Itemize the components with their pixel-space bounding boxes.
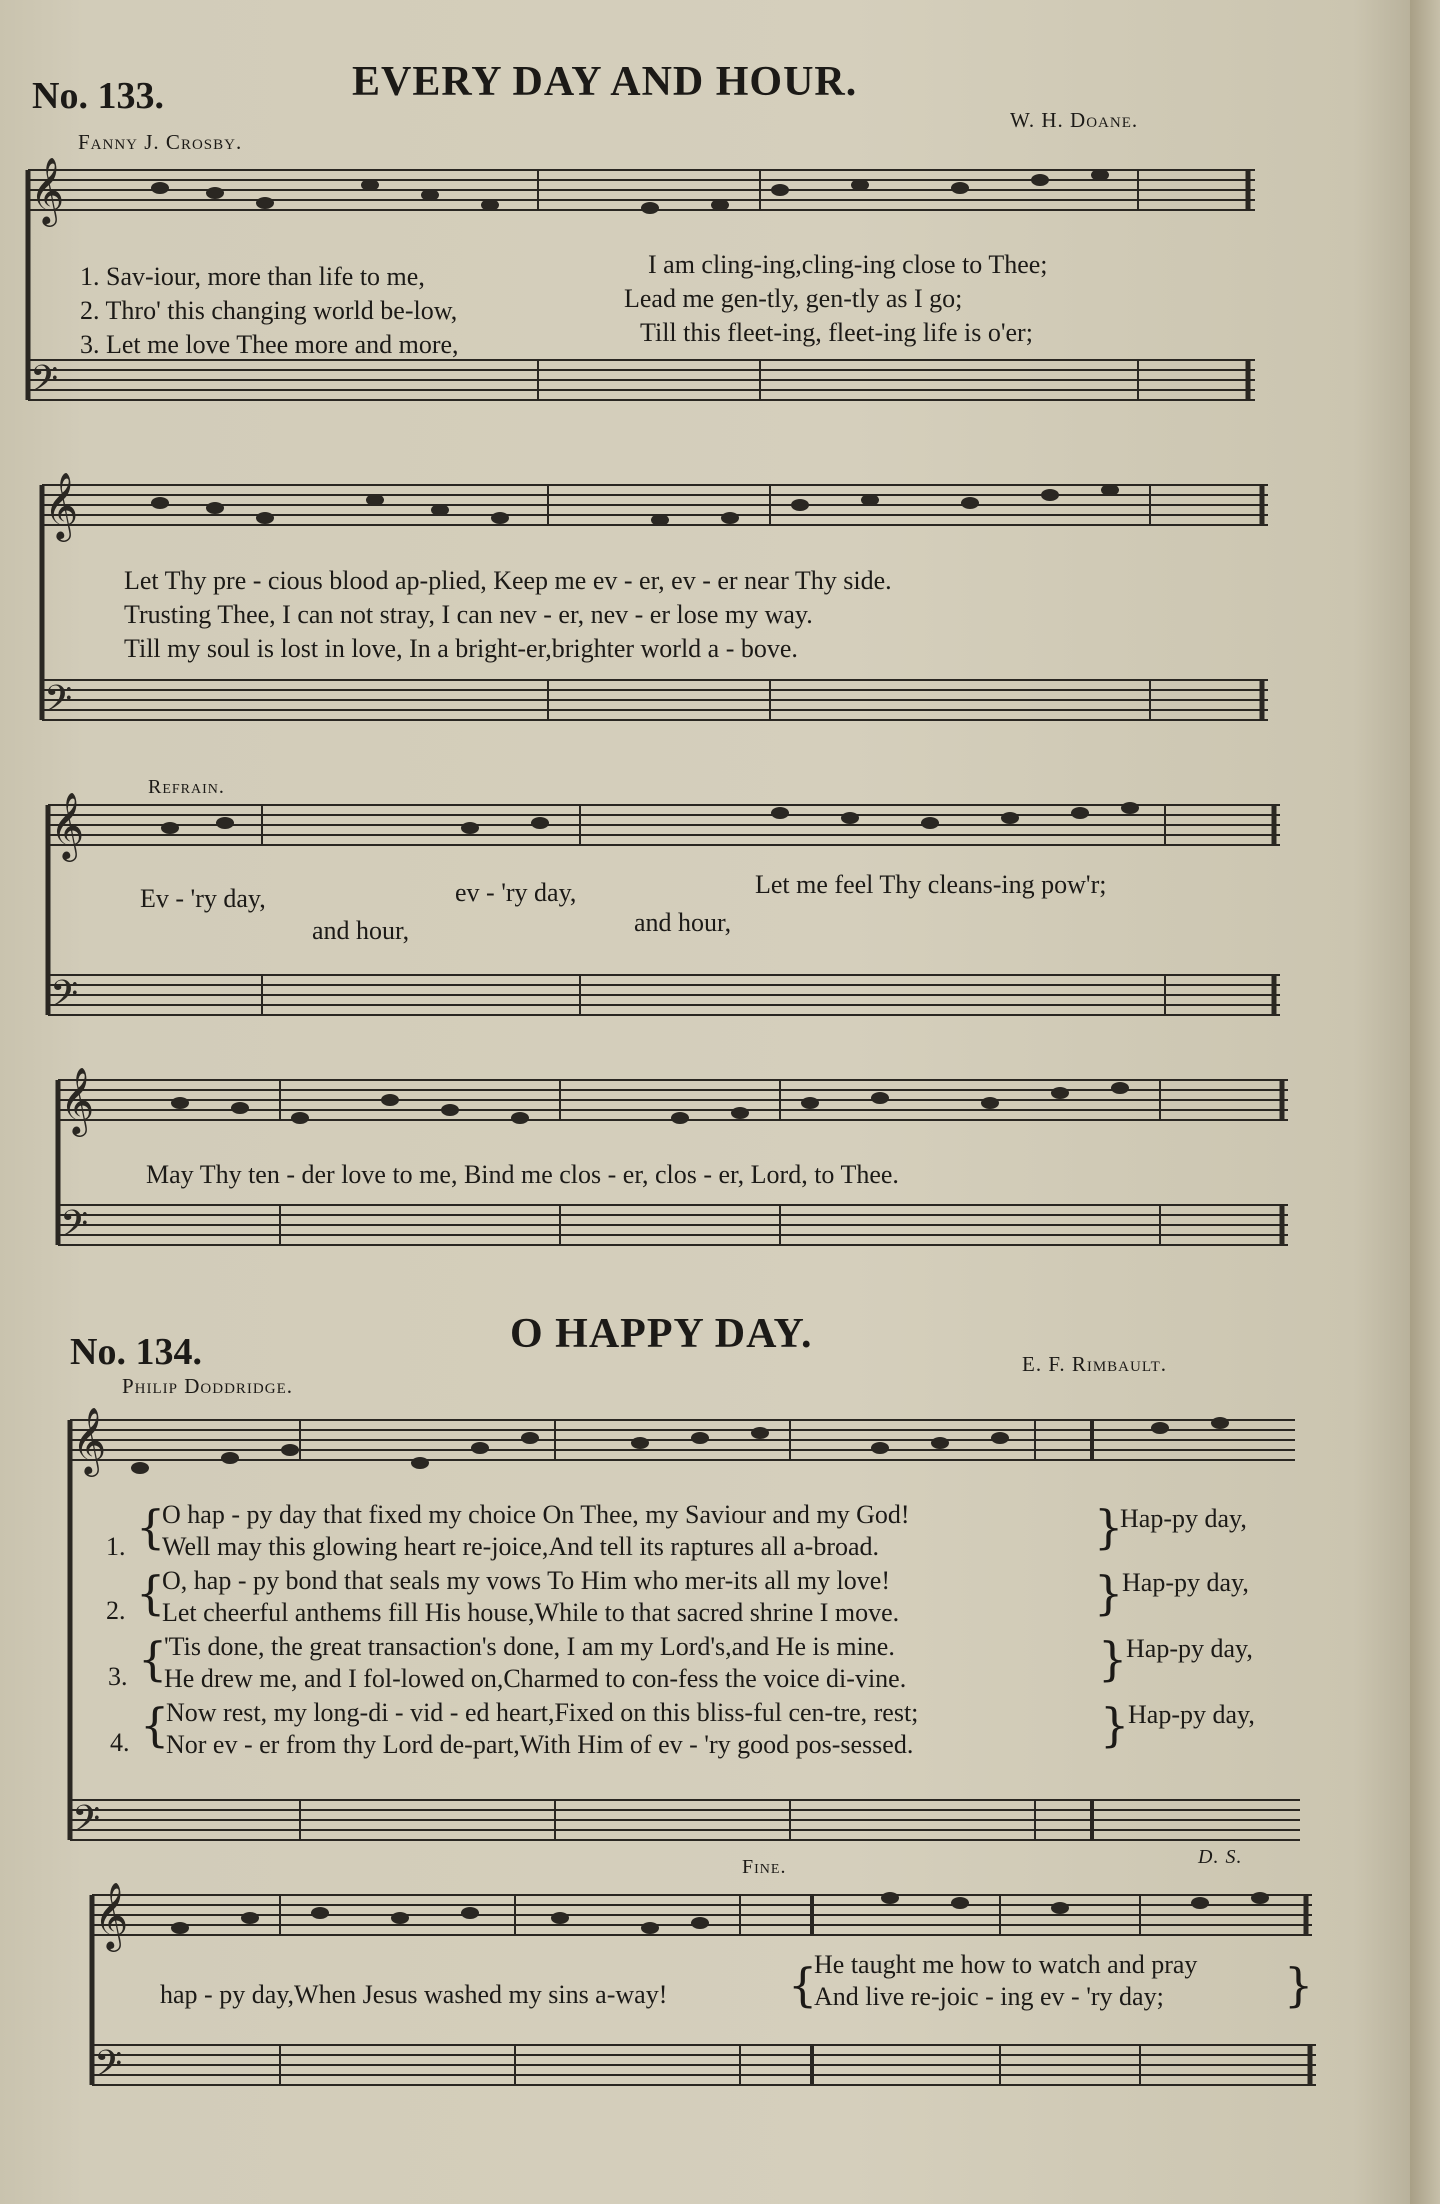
lyric-line: and hour, xyxy=(312,916,410,945)
brace: { xyxy=(140,1698,170,1752)
lyric-line: Nor ev - er from thy Lord de-part,With Him of ev - 'ry good pos-sessed. xyxy=(166,1730,914,1759)
lyric-line: 1. Sav-iour, more than life to me, xyxy=(80,262,425,291)
staff-bass xyxy=(70,1800,1300,1840)
lyric-line: I am cling-ing,cling-ing close to Thee; xyxy=(648,250,1048,279)
svg-text:𝄞: 𝄞 xyxy=(94,1881,129,1949)
verse-number: 3. xyxy=(108,1662,128,1691)
staff-bass xyxy=(28,360,1255,400)
lyric-line: Let me feel Thy cleans-ing pow'r; xyxy=(755,870,1107,899)
svg-text:𝄞: 𝄞 xyxy=(44,471,79,539)
svg-text:𝄞: 𝄞 xyxy=(60,1066,95,1134)
author-credit: Philip Doddridge. xyxy=(122,1374,293,1398)
brace: { xyxy=(138,1632,168,1686)
hymn-title: EVERY DAY AND HOUR. xyxy=(352,59,858,105)
lyric-line: He taught me how to watch and pray xyxy=(814,1950,1198,1979)
lyric-line: 3. Let me love Thee more and more, xyxy=(80,330,459,359)
brace: { xyxy=(136,1566,166,1620)
lyric-line: Let cheerful anthems fill His house,While to that sacred shrine I move. xyxy=(162,1598,900,1627)
svg-text:𝄞: 𝄞 xyxy=(50,791,85,859)
lyric-line: Ev - 'ry day, xyxy=(140,884,266,913)
lyric-line: Now rest, my long-di - vid - ed heart,Fixed on this bliss-ful cen-tre, rest; xyxy=(166,1698,919,1727)
brace: { xyxy=(136,1500,166,1554)
clef-glyphs xyxy=(30,156,128,2094)
lyric-line: O, hap - py bond that seals my vows To Him who mer-its all my love! xyxy=(162,1566,890,1595)
brace: } xyxy=(1094,1566,1124,1620)
svg-text:𝄢: 𝄢 xyxy=(30,358,59,409)
brace: } xyxy=(1100,1698,1130,1752)
lyric-line: 'Tis done, the great transaction's done, I am my Lord's,and He is mine. xyxy=(164,1632,895,1661)
lyric-line: He drew me, and I fol-lowed on,Charmed to con-fess the voice di-vine. xyxy=(164,1664,907,1693)
staff-bass xyxy=(58,1205,1288,1245)
composer-credit: E. F. Rimbault. xyxy=(1022,1352,1168,1376)
svg-text:𝄢: 𝄢 xyxy=(72,1798,101,1849)
refrain-label: Refrain. xyxy=(148,776,225,798)
lyric-line: ev - 'ry day, xyxy=(455,878,577,907)
composer-credit: W. H. Doane. xyxy=(1010,108,1139,132)
verse-number: 1. xyxy=(106,1532,126,1561)
verse-number: 4. xyxy=(110,1728,130,1757)
lyric-line: May Thy ten - der love to me, Bind me clos - er, clos - er, Lord, to Thee. xyxy=(146,1160,899,1189)
lyric-line: Hap-py day, xyxy=(1126,1634,1253,1663)
lyric-line: Let Thy pre - cious blood ap-plied, Keep me ev - er, ev - er near Thy side. xyxy=(124,566,892,595)
svg-text:𝄢: 𝄢 xyxy=(60,1203,89,1254)
lyric-line: Till this fleet-ing, fleet-ing life is o'er; xyxy=(640,318,1033,347)
verse-number: 2. xyxy=(106,1596,126,1625)
author-credit: Fanny J. Crosby. xyxy=(78,130,243,154)
lyric-line: Hap-py day, xyxy=(1128,1700,1255,1729)
staff-treble xyxy=(58,1080,1288,1120)
lyric-line: 2. Thro' this changing world be-low, xyxy=(80,296,458,325)
brace: } xyxy=(1284,1958,1314,2012)
lyric-line: and hour, xyxy=(634,908,732,937)
brace: } xyxy=(1094,1500,1124,1554)
fine-marking: Fine. xyxy=(742,1856,787,1878)
brace: } xyxy=(1098,1632,1128,1686)
staff-treble xyxy=(92,1895,1312,1935)
staff-bass xyxy=(92,2045,1316,2085)
lyric-line: Hap-py day, xyxy=(1122,1568,1249,1597)
brace: { xyxy=(788,1958,818,2012)
lyric-line: hap - py day,When Jesus washed my sins a-way! xyxy=(160,1980,668,2009)
staff-bass xyxy=(42,680,1268,720)
hymn-number: No. 134. xyxy=(70,1331,202,1373)
svg-text:𝄢: 𝄢 xyxy=(44,678,73,729)
staff-treble xyxy=(70,1420,1295,1460)
lyric-line: Till my soul is lost in love, In a bright-er,brighter world a - bove. xyxy=(124,634,798,663)
svg-text:𝄢: 𝄢 xyxy=(94,2043,123,2094)
lyric-line: And live re-joic - ing ev - 'ry day; xyxy=(814,1982,1164,2011)
staff-bass xyxy=(48,975,1280,1015)
lyric-line: Trusting Thee, I can not stray, I can nev - er, nev - er lose my way. xyxy=(124,600,813,629)
svg-text:𝄞: 𝄞 xyxy=(72,1406,107,1474)
lyric-line: O hap - py day that fixed my choice On Thee, my Saviour and my God! xyxy=(162,1500,910,1529)
svg-text:𝄞: 𝄞 xyxy=(30,156,65,224)
ds-marking: D. S. xyxy=(1198,1846,1243,1868)
hymn-number: No. 133. xyxy=(32,75,164,117)
svg-text:𝄢: 𝄢 xyxy=(50,973,79,1024)
lyric-line: Lead me gen-tly, gen-tly as I go; xyxy=(624,284,963,313)
hymn-title: O HAPPY DAY. xyxy=(510,1311,813,1357)
lyric-line: Well may this glowing heart re-joice,And tell its raptures all a-broad. xyxy=(162,1532,880,1561)
lyric-line: Hap-py day, xyxy=(1120,1504,1247,1533)
